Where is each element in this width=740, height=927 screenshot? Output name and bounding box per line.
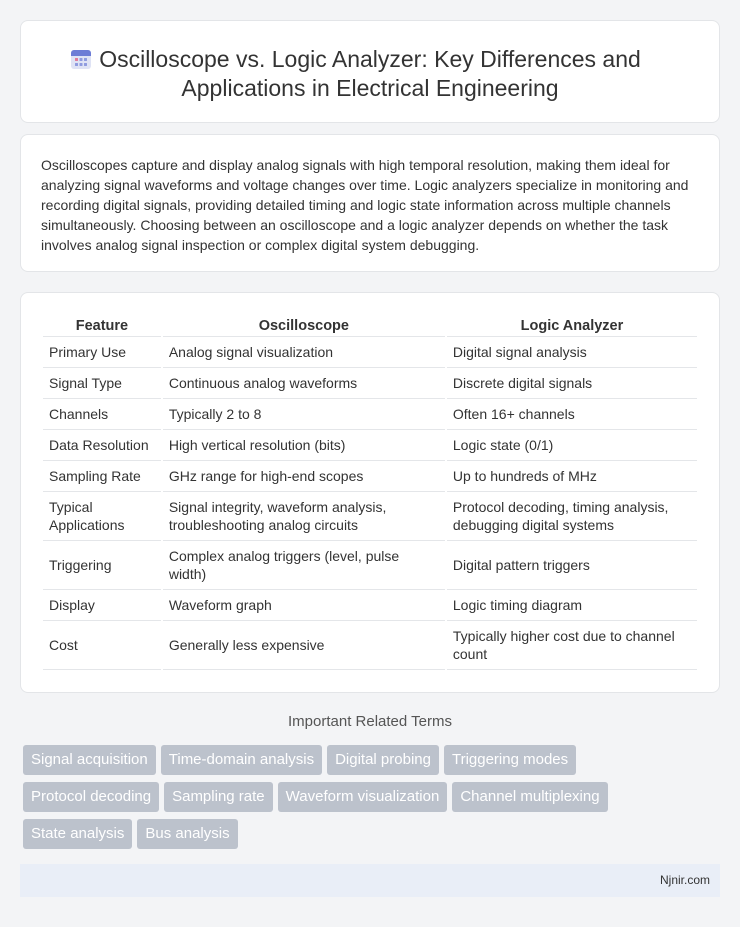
table-cell: Continuous analog waveforms bbox=[163, 368, 445, 399]
table-row bbox=[43, 541, 697, 590]
table-cell: Discrete digital signals bbox=[447, 368, 697, 399]
tag-row bbox=[23, 819, 723, 856]
table-cell: Digital pattern triggers bbox=[447, 541, 697, 590]
tag-row bbox=[23, 782, 723, 819]
table-row bbox=[43, 461, 697, 492]
tag-state-analysis[interactable]: State analysis bbox=[23, 819, 132, 849]
table-cell: High vertical resolution (bits) bbox=[163, 430, 445, 461]
table-cell: Up to hundreds of MHz bbox=[447, 461, 697, 492]
comparison-table-card bbox=[20, 292, 720, 693]
intro-card bbox=[20, 134, 720, 272]
table-row bbox=[43, 492, 697, 541]
table-cell: Triggering bbox=[43, 541, 161, 590]
table-cell: Typically higher cost due to channel count bbox=[447, 621, 697, 670]
table-cell: Cost bbox=[43, 621, 161, 670]
table-row bbox=[43, 621, 697, 670]
header-card bbox=[20, 20, 720, 123]
table-cell: Sampling Rate bbox=[43, 461, 161, 492]
tag-digital-probing[interactable]: Digital probing bbox=[327, 745, 439, 775]
table-row bbox=[43, 399, 697, 430]
table-cell: Logic state (0/1) bbox=[447, 430, 697, 461]
table-cell: Data Resolution bbox=[43, 430, 161, 461]
table-cell: Generally less expensive bbox=[163, 621, 445, 670]
related-terms-tags bbox=[23, 745, 723, 856]
table-cell: Display bbox=[43, 590, 161, 621]
table-cell: Channels bbox=[43, 399, 161, 430]
header-feature: Feature bbox=[43, 315, 161, 337]
header-oscilloscope: Oscilloscope bbox=[163, 315, 445, 337]
tag-time-domain-analysis[interactable]: Time-domain analysis bbox=[161, 745, 322, 775]
table-cell: Waveform graph bbox=[163, 590, 445, 621]
tag-sampling-rate[interactable]: Sampling rate bbox=[164, 782, 273, 812]
page-title: Oscilloscope vs. Logic Analyzer: Key Differences and Applications in Electrical Engineering bbox=[99, 46, 641, 101]
table-cell: Typical Applications bbox=[43, 492, 161, 541]
table-cell: Logic timing diagram bbox=[447, 590, 697, 621]
table-cell: Protocol decoding, timing analysis, debugging digital systems bbox=[447, 492, 697, 541]
table-cell: Analog signal visualization bbox=[163, 337, 445, 368]
table-cell: Signal Type bbox=[43, 368, 161, 399]
table-cell: GHz range for high-end scopes bbox=[163, 461, 445, 492]
tag-triggering-modes[interactable]: Triggering modes bbox=[444, 745, 576, 775]
table-cell: Signal integrity, waveform analysis, troubleshooting analog circuits bbox=[163, 492, 445, 541]
table-cell: Often 16+ channels bbox=[447, 399, 697, 430]
table-cell: Complex analog triggers (level, pulse width) bbox=[163, 541, 445, 590]
tag-row bbox=[23, 745, 723, 782]
table-cell: Typically 2 to 8 bbox=[163, 399, 445, 430]
table-cell: Primary Use bbox=[43, 337, 161, 368]
table-row bbox=[43, 368, 697, 399]
table-row bbox=[43, 430, 697, 461]
comparison-table bbox=[41, 315, 699, 670]
table-header-row bbox=[43, 315, 697, 337]
tag-waveform-visualization[interactable]: Waveform visualization bbox=[278, 782, 448, 812]
table-row bbox=[43, 337, 697, 368]
table-cell: Digital signal analysis bbox=[447, 337, 697, 368]
related-terms-heading: Important Related Terms bbox=[288, 713, 452, 730]
footer-site-name[interactable]: Njnir.com bbox=[659, 873, 710, 887]
tag-protocol-decoding[interactable]: Protocol decoding bbox=[23, 782, 159, 812]
intro-paragraph: Oscilloscopes capture and display analog signals with high temporal resolution, making them ideal for analyzing signal waveforms and voltage changes over time. Logic analyzers specialize in monitoring and recording digital signals, providing detailed timing and logic state information across multiple channels simultaneously. Choosing between an oscilloscope and a logic analyzer depends on whether the task involves analog signal inspection or complex digital system debugging. bbox=[41, 157, 689, 253]
header-logic-analyzer: Logic Analyzer bbox=[447, 315, 697, 337]
footer bbox=[20, 864, 720, 897]
table-row bbox=[43, 590, 697, 621]
tag-signal-acquisition[interactable]: Signal acquisition bbox=[23, 745, 156, 775]
tag-bus-analysis[interactable]: Bus analysis bbox=[137, 819, 237, 849]
tag-channel-multiplexing[interactable]: Channel multiplexing bbox=[452, 782, 607, 812]
